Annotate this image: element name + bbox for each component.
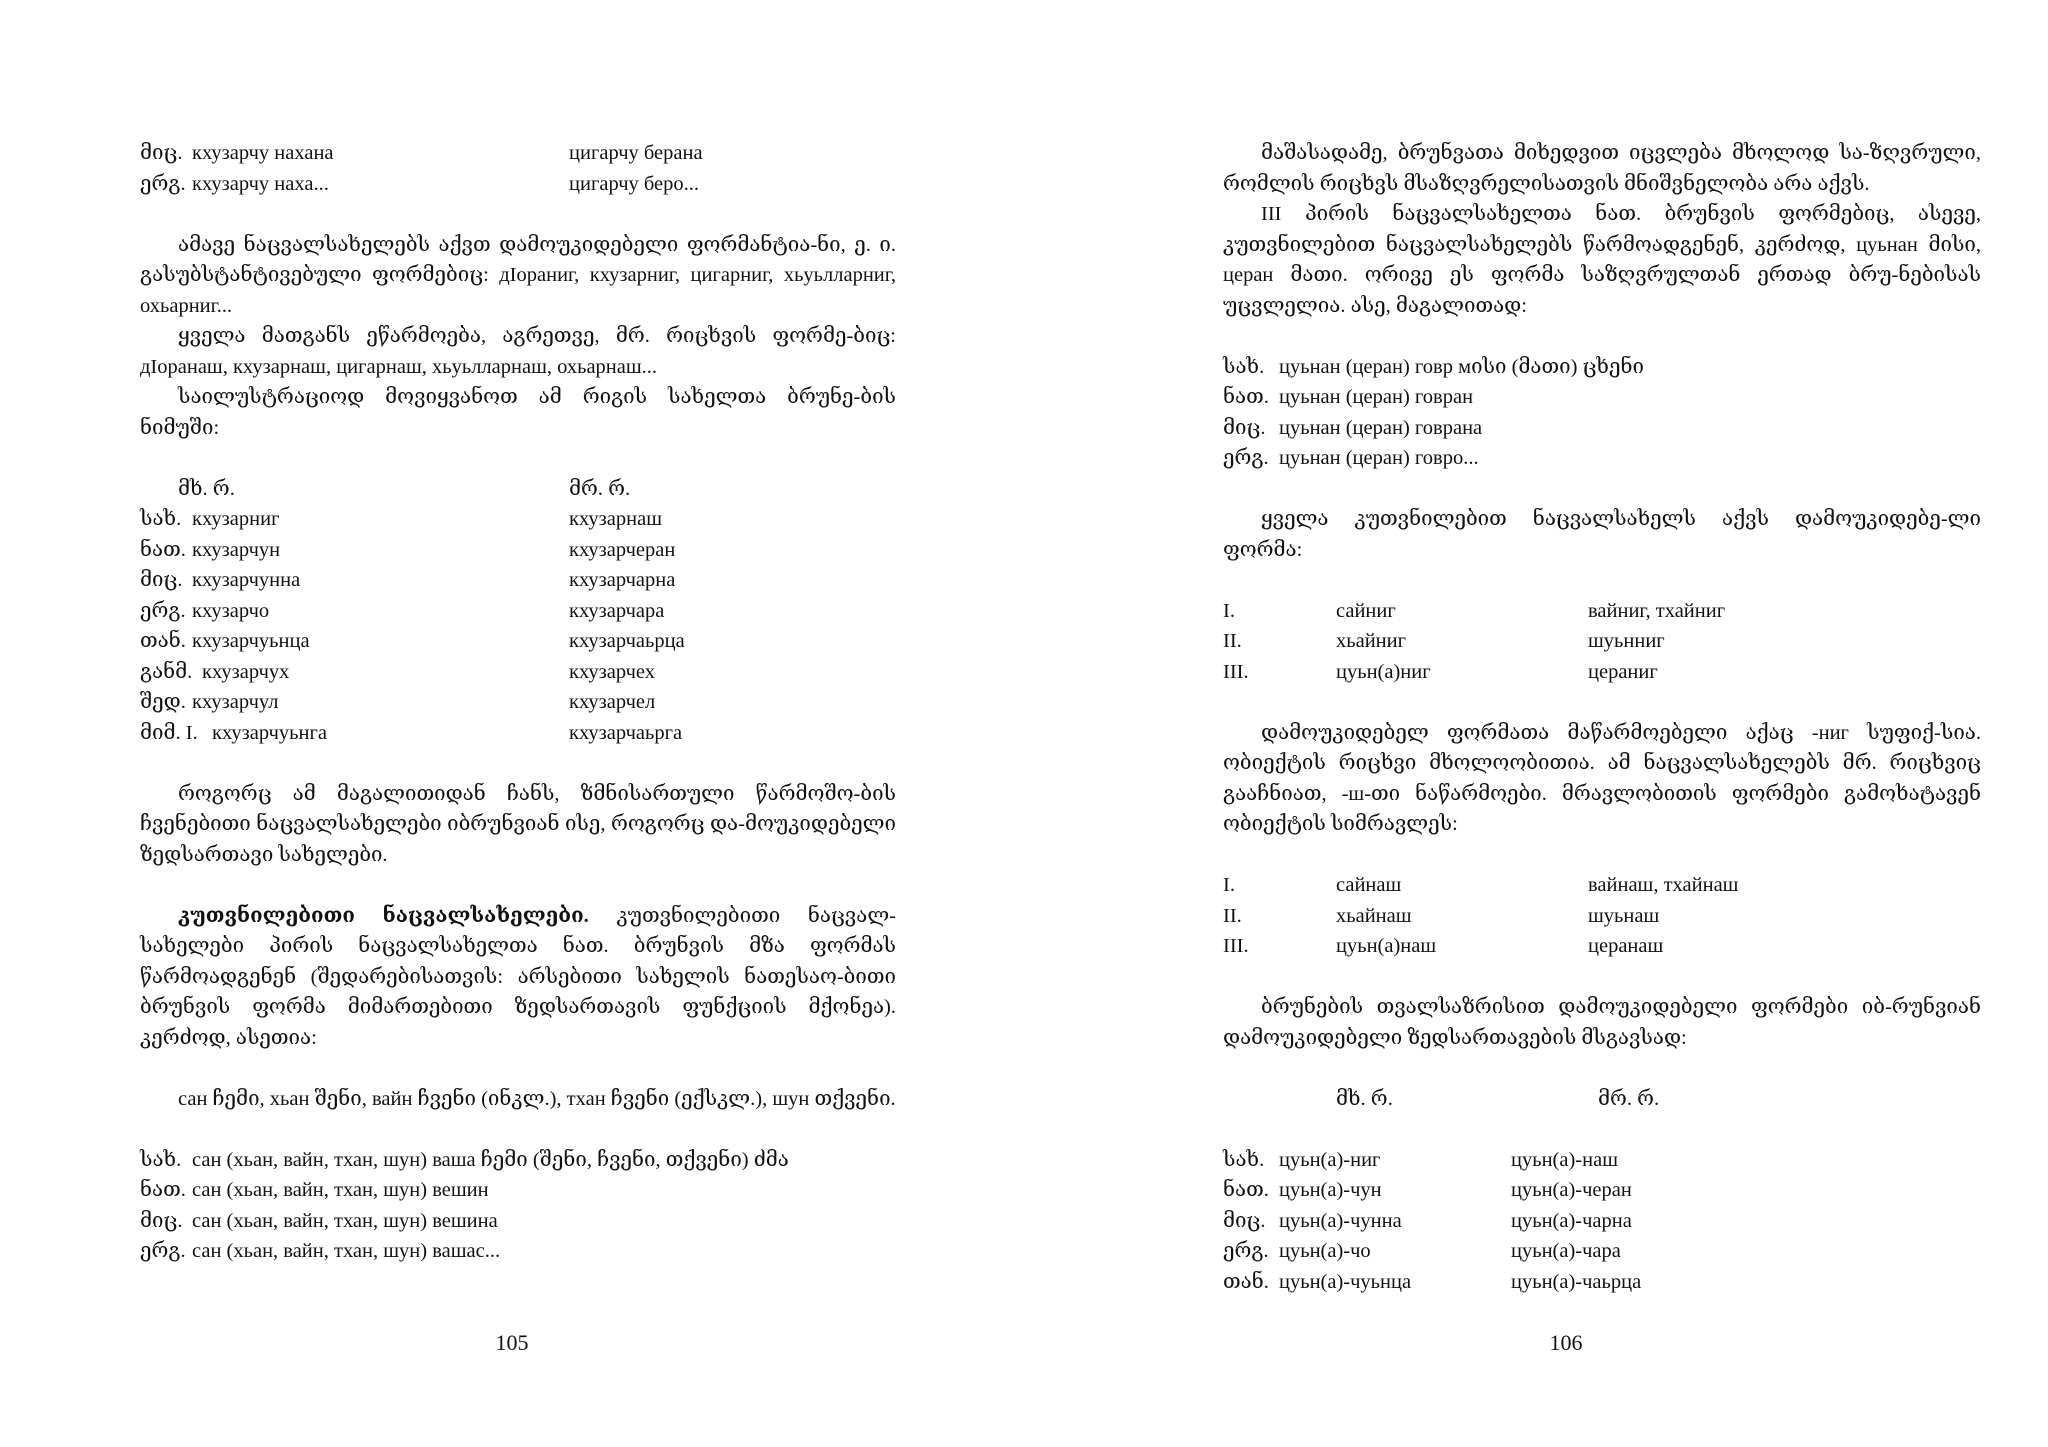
singular-form: кхузарчу нахана	[192, 142, 334, 164]
case-label: ერგ.	[140, 172, 186, 195]
singular-form: сайниг	[1336, 599, 1396, 622]
case-label: ერგ.	[1223, 1240, 1269, 1262]
table-row	[140, 657, 896, 688]
case-label: ნათ.	[140, 1179, 186, 1201]
table-row	[1223, 870, 1981, 901]
table-row	[1223, 596, 1981, 627]
singular-form: кхузарчул	[192, 691, 279, 713]
case-label: მიც.	[140, 569, 183, 591]
plural-form: шуьнниг	[1588, 630, 1665, 652]
case-label: ერგ.	[1223, 447, 1269, 469]
singular-form: кхузарчуьнга	[212, 721, 328, 744]
plural-form: цуьн(а)-чарна	[1511, 1209, 1632, 1232]
plural-form: цераниг	[1588, 660, 1658, 683]
declension-row	[140, 1236, 896, 1267]
singular-header: მხ. რ.	[1336, 1087, 1393, 1110]
declension-row	[1223, 443, 1981, 474]
declension-text: сан (хьан, вайн, тхан, шун) вешин	[192, 1179, 489, 1201]
paragraph: сан ჩემი, хьан შენი, вайн ჩვენი (ინკლ.), тхан ჩვენი (ექსკლ.), шун თქვენი.	[178, 1087, 896, 1110]
declension-text: цуьнан (церан) говро...	[1279, 447, 1479, 469]
case-label: ერგ.	[140, 1240, 186, 1262]
case-label: თან.	[1223, 1270, 1269, 1293]
case-label: სახ.	[1223, 355, 1265, 378]
table-row	[1223, 1236, 1981, 1267]
left-page-text	[140, 138, 896, 1267]
case-label: სახ.	[140, 1148, 182, 1171]
case-label: მიც.	[140, 142, 183, 164]
plural-form: кхузарчеран	[569, 538, 676, 561]
singular-form: кхузарчун	[192, 538, 281, 561]
case-label: ნათ.	[140, 538, 186, 561]
declension-row	[140, 1206, 896, 1237]
table-header	[1223, 1084, 1981, 1115]
case-label: სახ.	[1223, 1148, 1265, 1171]
paragraph: ბრუნების თვალსაზრისით დამოუკიდებელი ფორმები იბ-რუნვიან დამოუკიდებელი ზედსართავების მსგავსად:	[1223, 996, 1981, 1049]
declension-row	[1223, 413, 1981, 444]
plural-form: цуьн(а)-наш	[1511, 1148, 1618, 1171]
singular-form: цуьн(а)-чуьнца	[1279, 1270, 1412, 1293]
person-label: II.	[1223, 630, 1242, 652]
plural-form: кхузарчаьрца	[569, 630, 685, 652]
case-label: თან.	[140, 630, 186, 652]
table-row	[1223, 657, 1981, 688]
table-row	[1223, 1267, 1981, 1298]
case-label: მიმ. I.	[140, 721, 198, 744]
plural-form: кхузарчарна	[569, 569, 676, 591]
section-heading: კუთვნილებითი ნაცვალსახელები.	[178, 904, 589, 927]
table-row	[140, 504, 896, 535]
declension-text: сан (хьан, вайн, тхан, шун) вешина	[192, 1209, 498, 1232]
case-label: ერგ.	[140, 599, 186, 622]
singular-form: кхузарниг	[192, 508, 280, 530]
person-label: II.	[1223, 904, 1242, 927]
declension-row	[140, 1175, 896, 1206]
singular-form: цуьн(а)-чо	[1279, 1240, 1371, 1262]
case-label: მიც.	[1223, 1209, 1266, 1232]
paragraph: III პირის ნაცვალსახელთა ნათ. ბრუნვის ფორმებიც, ასევე, კუთვნილებით ნაცვალსახელებს წარმოადგენენ, კერძოდ, цуьнан მისი, церан მათი. ორივე ეს ფორმა საზღვრულთან ერთად ბრუ-ნებისას უცვლელია. ასე, მაგალითად:	[1223, 203, 1981, 317]
declension-row	[1223, 382, 1981, 413]
declension-text: цуьнан (церан) говр мისი (მათი) ცხენი	[1279, 355, 1644, 378]
plural-form: кхузарчаьрга	[569, 721, 683, 744]
case-label: განმ.	[140, 660, 193, 683]
declension-text: цуьнан (церан) говрана	[1279, 416, 1483, 439]
table-row	[140, 718, 896, 749]
plural-header: მრ. რ.	[1598, 1087, 1660, 1110]
person-label: III.	[1223, 660, 1249, 683]
declension-text: цуьнан (церан) говран	[1279, 386, 1474, 408]
plural-form: цуьн(а)-чаьрца	[1511, 1270, 1642, 1293]
singular-form: цуьн(а)наш	[1336, 935, 1437, 957]
declension-text: сан (хьан, вайн, тхан, шун) вашас...	[192, 1240, 501, 1262]
paragraph-text: კუთვნილებითი ნაცვალ-სახელები პირის ნაცვალსახელთა ნათ. ბრუნვის მზა ფორმას წარმოადგენენ (შედარებისათვის: არსებითი სახელის ნათესაო-ბითი ბრუნვის ფორმა მიმართებითი ზედსართავის ფუნქციის მქონეა). კერძოდ, ასეთია:	[140, 904, 897, 1049]
plural-header: მრ. რ.	[569, 477, 631, 500]
declension-row	[140, 1145, 896, 1176]
singular-form: цуьн(а)-чунна	[1279, 1209, 1402, 1232]
paragraph: როგორც ამ მაგალითიდან ჩანს, ზმნისართული წარმოშო-ბის ჩვენებითი ნაცვალსახელები იბრუნვიან ისე, როგორც და-მოუკიდებელი ზედსართავი სახელები.	[140, 782, 896, 866]
paragraph	[140, 901, 896, 1054]
plural-form: кхузарчел	[569, 691, 656, 713]
singular-form: кхузарчунна	[192, 569, 301, 591]
paragraph: საილუსტრაციოდ მოვიყვანოთ ამ რიგის სახელთა ბრუნე-ბის ნიმუში:	[140, 386, 896, 439]
page-number: 106	[1549, 1330, 1583, 1355]
right-page	[1024, 0, 2048, 1447]
plural-form: цуьн(а)-черан	[1511, 1179, 1632, 1201]
case-label: ნათ.	[1223, 1179, 1269, 1201]
singular-form: сайнаш	[1336, 874, 1402, 896]
singular-form: хьайниг	[1336, 630, 1407, 652]
singular-form: хьайнаш	[1336, 904, 1412, 927]
singular-form: кхузарчуьнца	[192, 630, 310, 652]
case-label: შედ.	[140, 691, 186, 713]
person-label: I.	[1223, 599, 1235, 622]
table-row	[140, 535, 896, 566]
plural-form: вайнаш, тхайнаш	[1588, 874, 1739, 896]
plural-form: кхузарчара	[569, 599, 665, 622]
paragraph: მაშასადამე, ბრუნვათა მიხედვით იცვლება მხოლოდ სა-ზღვრული, რომლის რიცხვს მსაზღვრელისათვის მნიშვნელობა არა აქვს.	[1223, 142, 1981, 195]
plural-form: цигарчу берана	[569, 142, 703, 164]
person-label: I.	[1223, 874, 1235, 896]
singular-form: кхузарчо	[192, 599, 270, 622]
table-header	[140, 474, 896, 505]
singular-form: кхузарчу наха...	[192, 172, 329, 195]
table-row	[140, 596, 896, 627]
case-label: სახ.	[140, 508, 182, 530]
plural-form: церанаш	[1588, 935, 1664, 957]
table-row	[1223, 1175, 1981, 1206]
paragraph: დამოუკიდებელ ფორმათა მაწარმოებელი აქაც -ниг სუფიქ-სია. ობიექტის რიცხვი მხოლოობითია. ამ ნაცვალსახელებს მრ. რიცხვიც გააჩნიათ, -ш-თი ნაწარმოები. მრავლობითის ფორმები გამოხატავენ ობიექტის სიმრავლეს:	[1223, 721, 1981, 835]
singular-form: кхузарчух	[202, 660, 290, 683]
paragraph: ყველა კუთვნილებით ნაცვალსახელს აქვს დამოუკიდებე-ლი ფორმა:	[1223, 508, 1981, 561]
plural-form: цуьн(а)-чара	[1511, 1240, 1621, 1262]
example-row	[140, 169, 896, 200]
table-row	[1223, 626, 1981, 657]
plural-form: кхузарчех	[569, 660, 656, 683]
case-label: მიც.	[1223, 416, 1266, 439]
table-row	[1223, 1206, 1981, 1237]
table-row	[1223, 931, 1981, 962]
table-row	[140, 565, 896, 596]
case-label: ნათ.	[1223, 386, 1269, 408]
paragraph: ყველა მათგანს ეწარმოება, აგრეთვე, მრ. რიცხვის ფორმე-ბიც: дIоранаш, кхузарнаш, цигарнаш, хьуьлларнаш, охьарнаш...	[140, 325, 896, 378]
case-label: მიც.	[140, 1209, 183, 1232]
plural-form: шуьнаш	[1588, 904, 1660, 927]
singular-header: მხ. რ.	[178, 477, 235, 500]
paragraph: ამავე ნაცვალსახელებს აქვთ დამოუკიდებელი ფორმანტია-ნი, ე. ი. გასუბსტანტივებული ფორმებიც: дIораниг, кхузарниг, цигарниг, хьуьлларниг, охьарниг...	[140, 233, 896, 317]
declension-row	[1223, 352, 1981, 383]
table-row	[140, 626, 896, 657]
singular-form: цуьн(а)-чун	[1279, 1179, 1382, 1201]
table-row	[1223, 901, 1981, 932]
table-row	[1223, 1145, 1981, 1176]
page-number: 105	[495, 1330, 529, 1355]
table-row	[140, 687, 896, 718]
plural-form: кхузарнаш	[569, 508, 662, 530]
person-label: III.	[1223, 935, 1249, 957]
singular-form: цуьн(а)-ниг	[1279, 1148, 1381, 1171]
right-page-text	[1223, 138, 1981, 1297]
singular-form: цуьн(а)ниг	[1336, 660, 1431, 683]
example-row	[140, 138, 896, 169]
plural-form: цигарчу беро...	[569, 172, 700, 195]
plural-form: вайниг, тхайниг	[1588, 599, 1726, 622]
declension-text: сан (хьан, вайн, тхан, шун) ваша ჩემი (შენი, ჩვენი, თქვენი) ძმა	[192, 1148, 789, 1171]
